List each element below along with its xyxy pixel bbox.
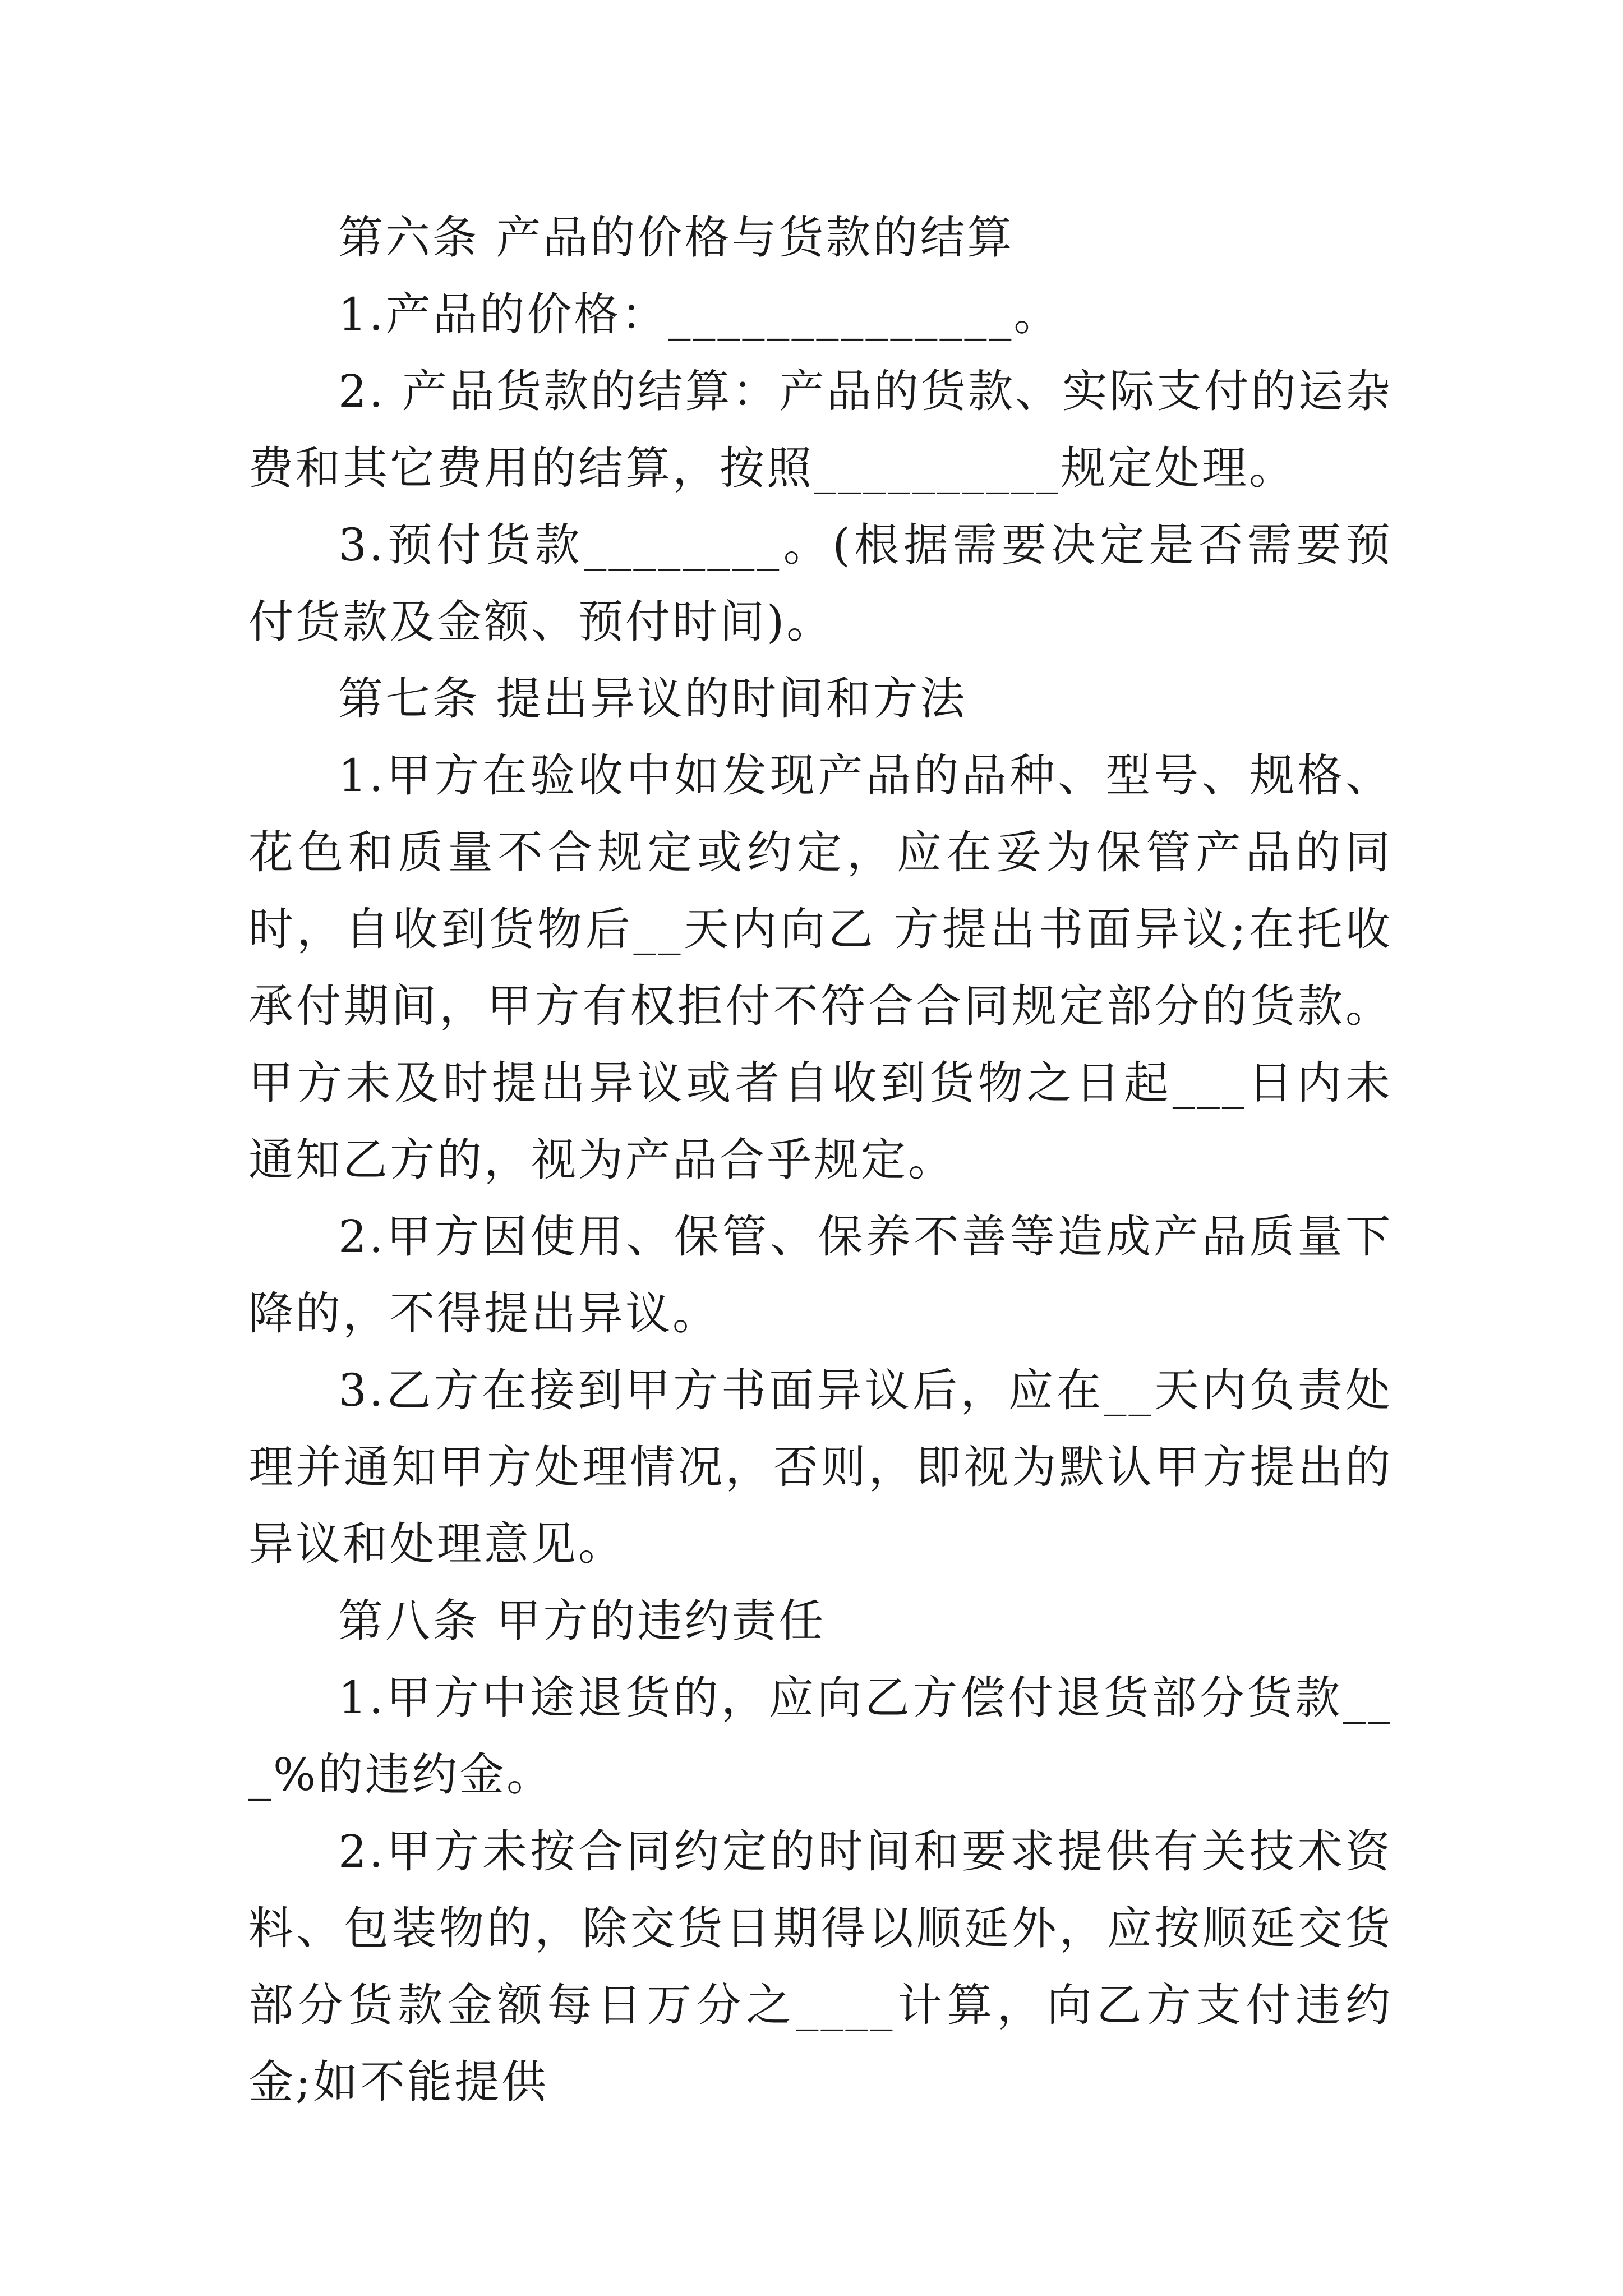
clause-7-2: 2.甲方因使用、保管、保养不善等造成产品质量下降的，不得提出异议。 — [248, 1211, 1393, 1340]
clause-8-2: 2.甲方未按合同约定的时间和要求提供有关技术资料、包装物的，除交货日期得以顺延外，应按顺延交货部分货款金额每日万分之____计算，向乙方支付违约金;如不能提供 — [248, 1825, 1393, 2108]
article-6-heading: 第六条 产品的价格与货款的结算 — [338, 211, 1015, 264]
article-7-heading: 第七条 提出异议的时间和方法 — [338, 673, 967, 725]
clause-6-1: 1.产品的价格：______________。 — [338, 288, 1061, 341]
clause-7-3: 3.乙方在接到甲方书面异议后，应在__天内负责处理并通知甲方处理情况，否则，即视为默认甲方提出的异议和处理意见。 — [248, 1364, 1393, 1570]
document-body — [248, 199, 1393, 2120]
clause-7-1: 1.甲方在验收中如发现产品的品种、型号、规格、花色和质量不合规定或约定，应在妥为保管产品的同时，自收到货物后__天内向乙 方提出书面异议;在托收承付期间，甲方有权拒付不符合合同规定部分的货款。甲方未及时提出异议或者自收到货物之日起___日内未通知乙方的，视为产品合乎规定。 — [248, 749, 1393, 1186]
clause-6-3: 3.预付货款________。(根据需要决定是否需要预付货款及金额、预付时间)。 — [248, 519, 1393, 648]
clause-8-1: 1.甲方中途退货的，应向乙方偿付退货部分货款___%的违约金。 — [248, 1672, 1393, 1801]
clause-6-2: 2. 产品货款的结算：产品的货款、实际支付的运杂费和其它费用的结算，按照__________规定处理。 — [248, 365, 1393, 494]
article-8-heading: 第八条 甲方的违约责任 — [338, 1595, 826, 1647]
